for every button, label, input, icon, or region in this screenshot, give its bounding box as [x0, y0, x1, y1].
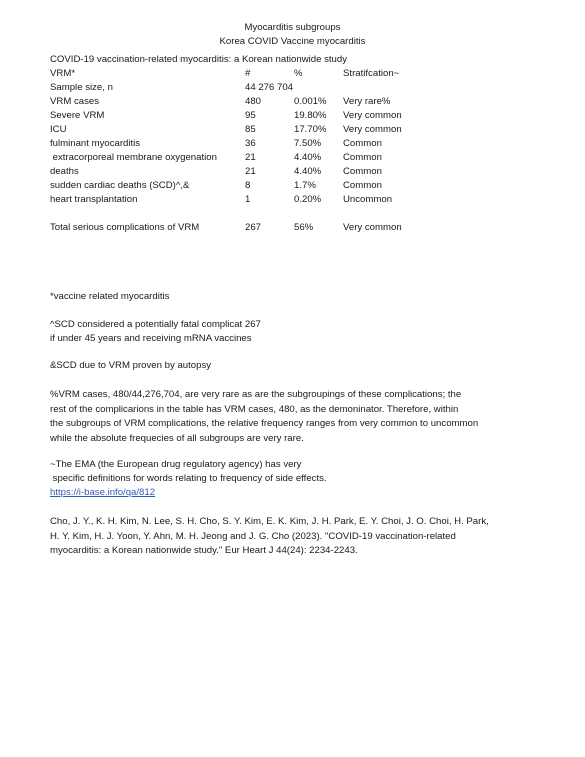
citation-line: Cho, J. Y., K. H. Kim, N. Lee, S. H. Cho, S. Y. Kim, E. K. Kim, J. H. Park, E. Y. Choi, J. O. Choi, H. Park,: [50, 516, 489, 527]
row-percent: 1.7%: [294, 180, 316, 191]
row-stratification: Common: [343, 152, 382, 163]
header-percent: %: [294, 68, 303, 79]
note-vrm-definition: *vaccine related myocarditis: [50, 291, 170, 302]
row-count: 1: [245, 194, 251, 205]
row-label: Severe VRM: [50, 110, 105, 121]
table-row: [50, 96, 470, 110]
doc-title: Myocarditis subgroups: [244, 22, 341, 33]
sample-size-label: Sample size, n: [50, 82, 113, 93]
row-stratification: Very common: [343, 124, 402, 135]
row-stratification: Common: [343, 180, 382, 191]
row-label: VRM cases: [50, 96, 100, 107]
row-label: deaths: [50, 166, 79, 177]
table-row: [50, 194, 470, 208]
note-ema-line1: ~The EMA (the European drug regulatory agency) has very: [50, 459, 302, 470]
row-count: 85: [245, 124, 256, 135]
row-label: sudden cardiac deaths (SCD)^,&: [50, 180, 190, 191]
row-stratification: Very common: [343, 110, 402, 121]
note-scd-line2: if under 45 years and receiving mRNA vaccines: [50, 333, 252, 344]
row-count: 95: [245, 110, 256, 121]
doc-subtitle: Korea COVID Vaccine myocarditis: [219, 36, 366, 47]
note-scd-line1: ^SCD considered a potentially fatal complicat 267: [50, 319, 261, 330]
citation: [50, 515, 530, 559]
row-stratification: Common: [343, 166, 382, 177]
row-percent: 0.001%: [294, 96, 327, 107]
sample-size-row: [50, 82, 470, 96]
total-label: Total serious complications of VRM: [50, 222, 200, 233]
ema-link[interactable]: https://i-base.info/qa/812: [50, 487, 156, 498]
row-percent: 7.50%: [294, 138, 322, 149]
row-percent: 17.70%: [294, 124, 327, 135]
note-autopsy: &SCD due to VRM proven by autopsy: [50, 360, 212, 371]
citation-line: myocarditis: a Korean nationwide study." Eur Heart J 44(24): 2234-2243.: [50, 545, 358, 557]
row-count: 8: [245, 180, 251, 191]
row-percent: 4.40%: [294, 166, 322, 177]
row-stratification: Common: [343, 138, 382, 149]
row-label: heart transplantation: [50, 194, 138, 205]
total-stratification: Very common: [343, 222, 402, 233]
table-row: [50, 180, 470, 194]
row-label: ICU: [50, 124, 67, 135]
table-row: [50, 152, 470, 166]
table-row: [50, 166, 470, 180]
study-title: COVID-19 vaccination-related myocarditis: a Korean nationwide study: [50, 54, 348, 65]
paragraph-line: rest of the complicarions in the table has VRM cases, 480, as the demoninator. Therefore, within: [50, 403, 459, 415]
row-count: 480: [245, 96, 262, 107]
row-percent: 0.20%: [294, 194, 322, 205]
row-stratification: Uncommon: [343, 194, 393, 205]
row-percent: 19.80%: [294, 110, 327, 121]
total-count: 267: [245, 222, 262, 233]
row-percent: 4.40%: [294, 152, 322, 163]
row-count: 36: [245, 138, 256, 149]
paragraph-line: %VRM cases, 480/44,276,704, are very rare as are the subgroupings of these complications; the: [50, 389, 462, 400]
table-row: [50, 138, 470, 152]
header-stratification: Stratifcation~: [343, 68, 400, 79]
total-row: [50, 222, 470, 236]
row-count: 21: [245, 166, 256, 177]
row-stratification: Very rare%: [343, 96, 391, 107]
paragraph-line: the subgroups of VRM complications, the relative frequency ranges from very common to uncommon: [50, 418, 479, 430]
sample-size-value: 44 276 704: [245, 82, 294, 93]
paragraph-line: while the absolute frequecies of all subgroups are very rare.: [50, 432, 304, 444]
row-label: extracorporeal membrane oxygenation: [50, 152, 217, 163]
table-header: [50, 68, 470, 82]
total-percent: 56%: [294, 222, 314, 233]
header-vrm: VRM*: [50, 68, 76, 79]
citation-line: H. Y. Kim, H. J. Yoon, Y. Ahn, M. H. Jeong and J. G. Cho (2023). "COVID-19 vaccination-related: [50, 530, 456, 542]
note-ema-line2: specific definitions for words relating to frequency of side effects.: [50, 473, 327, 484]
table-row: [50, 110, 470, 124]
table-row: [50, 124, 470, 138]
row-count: 21: [245, 152, 256, 163]
note-percent-paragraph: [50, 388, 530, 446]
row-label: fulminant myocarditis: [50, 138, 141, 149]
header-count: #: [245, 68, 251, 79]
